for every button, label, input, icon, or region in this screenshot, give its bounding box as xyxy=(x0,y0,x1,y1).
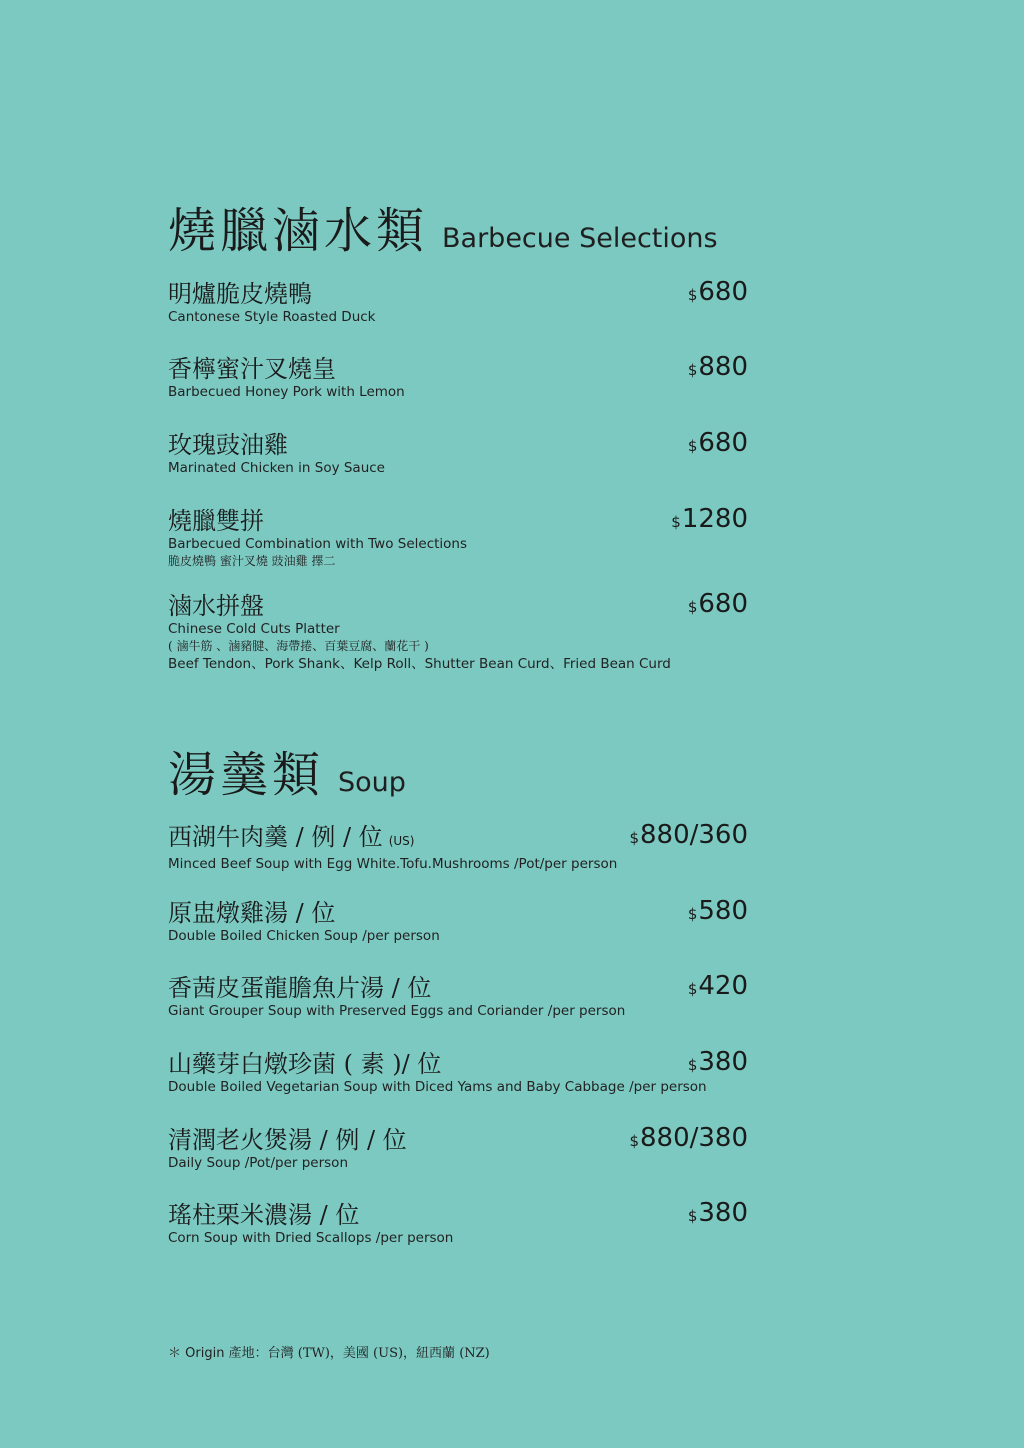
price-value: 580 xyxy=(698,896,748,926)
item-name: 香檸蜜汁叉燒皇 xyxy=(168,355,336,383)
price-value: 680 xyxy=(698,589,748,619)
item-english-name: Giant Grouper Soup with Preserved Eggs and Coriander /per person xyxy=(168,1003,626,1019)
currency-symbol: $ xyxy=(629,829,639,847)
section-title-en: Soup xyxy=(338,767,406,798)
item-english-name: Double Boiled Vegetarian Soup with Diced Yams and Baby Cabbage /per person xyxy=(168,1079,707,1095)
origin-footnote xyxy=(168,1342,490,1361)
currency-symbol: $ xyxy=(687,598,698,616)
currency-symbol: $ xyxy=(687,905,698,923)
menu-item xyxy=(168,591,748,673)
item-name: 滷水拼盤 xyxy=(168,592,264,620)
item-note: ( 滷牛筋 、滷豬腱、海帶捲、百葉豆腐、蘭花干 ) xyxy=(168,639,429,653)
origin-list: 台灣 (TW)，美國 (US)，紐西蘭 (NZ) xyxy=(267,1346,490,1361)
price-value: 680 xyxy=(698,428,748,458)
item-name-text: 西湖牛肉羹 / 例 / 位 xyxy=(168,823,383,851)
item-english-name: Marinated Chicken in Soy Sauce xyxy=(168,460,385,476)
item-english-name: Corn Soup with Dried Scallops /per person xyxy=(168,1230,454,1246)
price-value: 420 xyxy=(698,971,748,1001)
menu-item xyxy=(168,1049,748,1095)
item-english-name: Minced Beef Soup with Egg White.Tofu.Mushrooms /Pot/per person xyxy=(168,856,618,872)
menu-item xyxy=(168,430,748,476)
item-note-english: Beef Tendon、Pork Shank、Kelp Roll、Shutter Bean Curd、Fried Bean Curd xyxy=(168,656,671,672)
item-name: 原盅燉雞湯 / 位 xyxy=(168,899,336,927)
item-price xyxy=(688,1198,748,1228)
item-english-name: Barbecued Combination with Two Selections xyxy=(168,536,468,552)
menu-item xyxy=(168,354,748,400)
origin-label-zh: 產地： xyxy=(228,1346,268,1361)
origin-label-en: Origin xyxy=(185,1346,225,1361)
menu-item xyxy=(168,279,748,325)
currency-symbol: $ xyxy=(687,1056,698,1074)
item-name: 明爐脆皮燒鴨 xyxy=(168,280,312,308)
currency-symbol: $ xyxy=(671,513,681,531)
price-value: 880 xyxy=(698,352,748,382)
item-price xyxy=(629,820,748,850)
currency-symbol: $ xyxy=(687,361,698,379)
item-price xyxy=(688,428,748,458)
asterisk-icon: ＊ xyxy=(168,1346,182,1361)
currency-symbol: $ xyxy=(687,286,698,304)
section-title-zh: 湯羹類 xyxy=(168,747,325,803)
price-value: 680 xyxy=(698,277,748,307)
price-value: 880/380 xyxy=(639,1123,748,1153)
item-name: 燒臘雙拼 xyxy=(168,507,264,535)
item-english-name: Daily Soup /Pot/per person xyxy=(168,1155,348,1171)
menu-item xyxy=(168,973,748,1019)
menu-item xyxy=(168,898,748,944)
item-price xyxy=(671,504,748,534)
section-title-en: Barbecue Selections xyxy=(442,223,718,254)
currency-symbol: $ xyxy=(687,437,698,455)
item-name: 瑤柱栗米濃湯 / 位 xyxy=(168,1201,360,1229)
item-price xyxy=(688,589,748,619)
item-english-name: Cantonese Style Roasted Duck xyxy=(168,309,376,325)
item-name: 山藥芽白燉珍菌 ( 素 )/ 位 xyxy=(168,1050,442,1078)
price-value: 880/360 xyxy=(639,820,748,850)
item-name: 玫瑰豉油雞 xyxy=(168,431,288,459)
price-value: 1280 xyxy=(681,504,748,534)
item-name: 清潤老火煲湯 / 例 / 位 xyxy=(168,1126,407,1154)
price-value: 380 xyxy=(698,1198,748,1228)
price-value: 380 xyxy=(698,1047,748,1077)
item-name: 香茜皮蛋龍膽魚片湯 / 位 xyxy=(168,974,432,1002)
currency-symbol: $ xyxy=(687,980,698,998)
menu-item xyxy=(168,822,748,872)
item-price xyxy=(688,1047,748,1077)
item-price xyxy=(688,277,748,307)
origin-tag: (US) xyxy=(388,834,415,848)
item-english-name: Chinese Cold Cuts Platter xyxy=(168,621,340,637)
section-title-zh: 燒臘滷水類 xyxy=(168,203,429,259)
item-english-name: Barbecued Honey Pork with Lemon xyxy=(168,384,405,400)
currency-symbol: $ xyxy=(687,1207,698,1225)
menu-item xyxy=(168,506,748,570)
item-price xyxy=(688,971,748,1001)
menu-item xyxy=(168,1125,748,1171)
menu-item xyxy=(168,1200,748,1246)
item-price xyxy=(629,1123,748,1153)
item-price xyxy=(688,352,748,382)
section-title-barbecue xyxy=(168,192,718,261)
item-price xyxy=(688,896,748,926)
item-english-name: Double Boiled Chicken Soup /per person xyxy=(168,928,440,944)
item-note: 脆皮燒鴨 蜜汁叉燒 豉油雞 擇二 xyxy=(168,554,336,568)
currency-symbol: $ xyxy=(629,1132,639,1150)
section-title-soup xyxy=(168,736,406,805)
